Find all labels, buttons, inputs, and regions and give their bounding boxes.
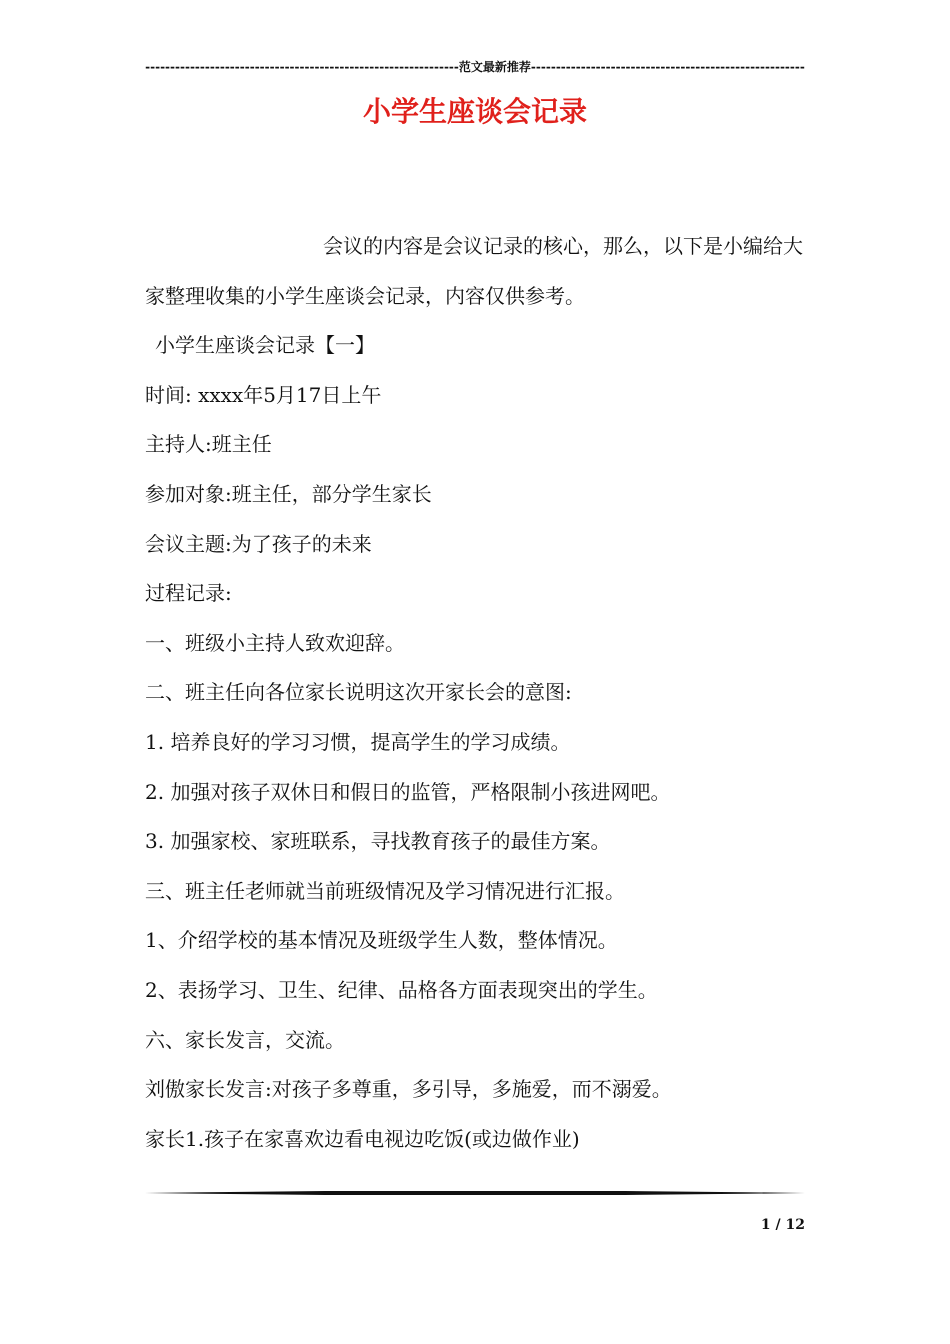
list-item: 1. 培养良好的学习习惯，提高学生的学习成绩。: [145, 729, 571, 754]
intro-paragraph: 会议的内容是会议记录的核心，那么，以下是小编给大家整理收集的小学生座谈会记录，内容仅供参考。: [145, 234, 803, 308]
paragraph: 三、班主任老师就当前班级情况及学习情况进行汇报。: [145, 878, 625, 903]
meeting-attendees: 参加对象:班主任，部分学生家长: [145, 481, 432, 506]
list-item: 2. 加强对孩子双休日和假日的监管，严格限制小孩进网吧。: [145, 779, 671, 804]
paragraph: 六、家长发言，交流。: [145, 1027, 345, 1052]
list-item: 1、介绍学校的基本情况及班级学生人数，整体情况。: [145, 928, 618, 953]
document-body: [145, 222, 810, 1164]
section-heading: 小学生座谈会记录【一】: [155, 333, 375, 358]
header-label: 范文最新推荐: [458, 60, 531, 74]
page-header: [145, 59, 805, 75]
document-title: 小学生座谈会记录: [362, 95, 587, 128]
header-dashes-right: -------------------------------------------------------: [530, 60, 805, 74]
list-item: 2、表扬学习、卫生、纪律、品格各方面表现突出的学生。: [145, 977, 658, 1002]
footer-divider: [145, 1190, 805, 1196]
header-dashes-left: ---------------------------------------------------------------: [145, 60, 459, 74]
meeting-theme: 会议主题:为了孩子的未来: [145, 531, 372, 556]
process-record-label: 过程记录:: [145, 581, 232, 606]
meeting-host: 主持人:班主任: [145, 432, 272, 457]
list-item: 3. 加强家校、家班联系，寻找教育孩子的最佳方案。: [145, 829, 611, 854]
paragraph: 二、班主任向各位家长说明这次开家长会的意图:: [145, 680, 572, 705]
meeting-time: 时间: xxxx年5月17日上午: [145, 382, 382, 407]
paragraph: 一、班级小主持人致欢迎辞。: [145, 630, 405, 655]
paragraph: 家长1.孩子在家喜欢边看电视边吃饭(或边做作业): [145, 1126, 580, 1151]
page-number: 1 / 12: [760, 1217, 805, 1233]
paragraph: 刘傲家长发言:对孩子多尊重，多引导，多施爱，而不溺爱。: [145, 1077, 672, 1102]
